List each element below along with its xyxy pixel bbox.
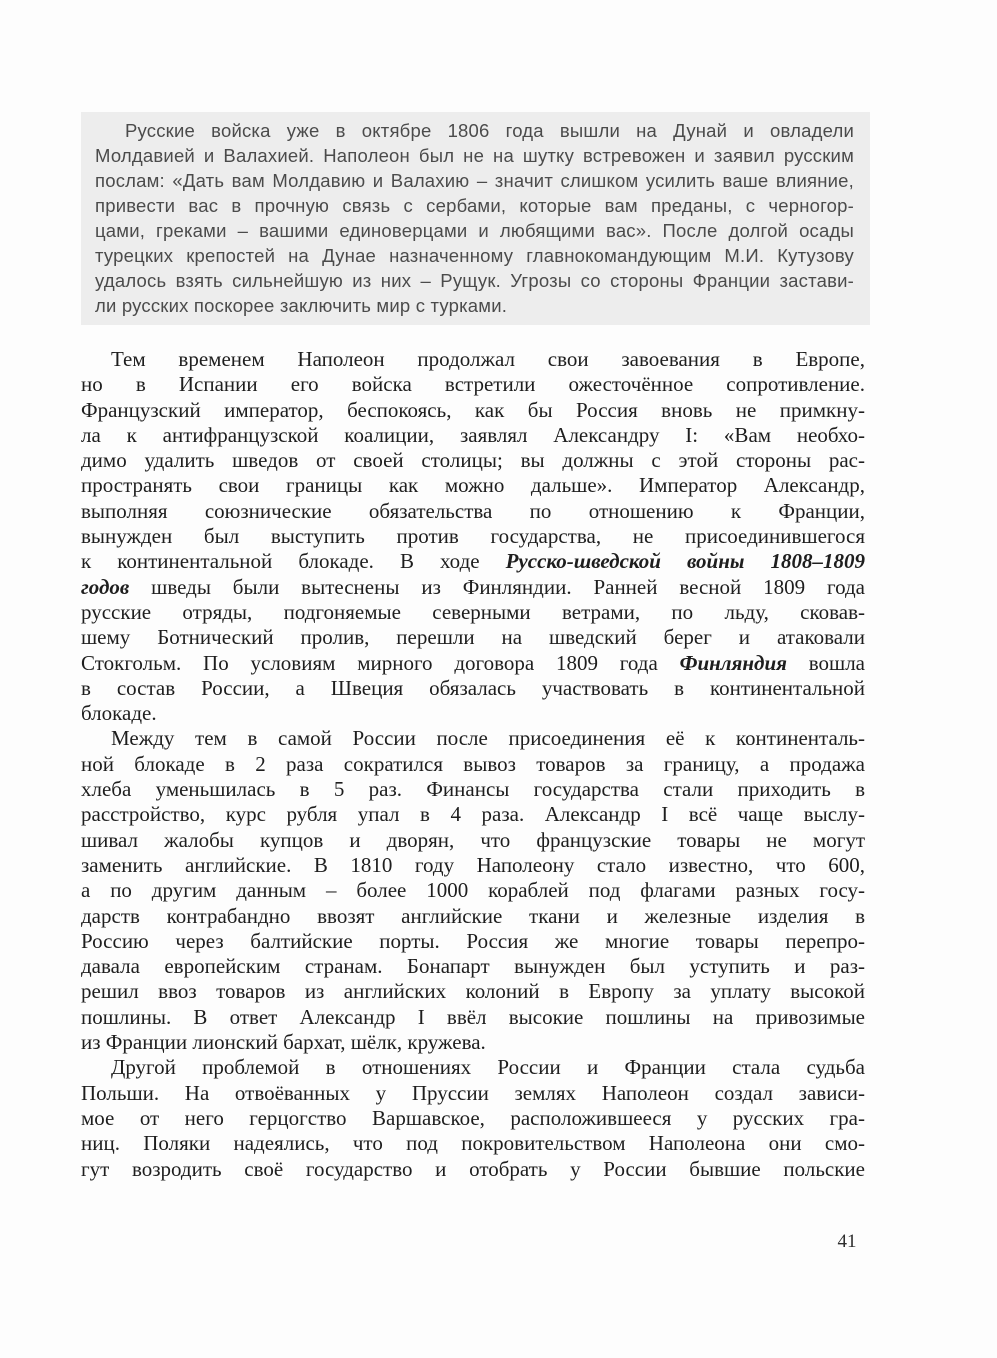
text-segment: давала европейским странам. Бонапарт вынужден был уступить и раз-	[81, 954, 865, 979]
text-segment: гут возродить своё государство и отобрать у России бывшие польские	[81, 1156, 865, 1181]
text-segment: Другой проблемой в отношениях России и Франции стала судьба	[111, 1055, 865, 1080]
text-segment: но в Испании его войска встретили ожесточённое сопротивление.	[81, 372, 865, 397]
text-segment: а по другим данным – более 1000 кораблей под флагами разных госу-	[81, 878, 865, 903]
text-segment: привести вас в прочную связь с сербами, которые вам преданы, с черногор-	[95, 195, 854, 216]
text-segment: цами, греками – вашими единоверцами и любящими вас». После долгой осады	[95, 220, 854, 241]
text-segment: Французский император, беспокоясь, как бы Россия вновь не примкну-	[81, 397, 865, 422]
text-segment: шему Ботнический пролив, перешли на шведский берег и атаковали	[81, 625, 865, 650]
emphasized-text-segment: Русско-шведской войны 1808–1809	[505, 549, 865, 574]
text-segment: пространять свои границы как можно дальше». Император Александр,	[81, 473, 865, 498]
text-segment: шивал жалобы купцов и дворян, что французские товары не могут	[81, 827, 865, 852]
text-line	[81, 600, 865, 625]
text-segment: мое от него герцогство Варшавское, расположившееся у русских гра-	[81, 1105, 865, 1130]
text-line	[95, 168, 854, 193]
text-segment: шведы были вытеснены из Финляндии. Ранней весной 1809 года	[129, 574, 865, 599]
text-line	[81, 726, 865, 751]
text-line	[81, 1055, 865, 1080]
page-number: 41	[837, 1231, 857, 1252]
emphasized-text-segment: годов	[81, 574, 130, 599]
text-line	[81, 853, 865, 878]
text-segment: Тем временем Наполеон продолжал свои завоевания в Европе,	[111, 347, 865, 371]
text-segment: пошлины. В ответ Александр I ввёл высокие пошлины на привозимые	[81, 1004, 865, 1029]
text-line	[81, 828, 865, 853]
text-segment: хлеба уменьшилась в 5 раз. Финансы государства стали приходить в	[81, 777, 865, 802]
text-line	[81, 347, 865, 372]
text-segment: заменить английские. В 1810 году Наполеону стало известно, что 600,	[81, 852, 865, 877]
text-segment: послам: «Дать вам Молдавию и Валахию – значит слишком усилить ваше влияние,	[95, 170, 854, 191]
text-segment: турецких крепостей на Дунае назначенному главнокомандующим М.И. Кутузову	[95, 245, 854, 266]
text-segment: расстройство, курс рубля упал в 4 раза. Александр I всё чаще выслу-	[81, 802, 865, 827]
text-segment: ли русских поскорее заключить мир с турками.	[95, 295, 508, 316]
text-segment: вошла	[786, 650, 865, 675]
text-segment: в состав России, а Швеция обязалась участвовать в континентальной	[81, 675, 865, 700]
text-line	[81, 524, 865, 549]
text-line	[95, 218, 854, 243]
text-segment: Стокгольм. По условиям мирного договора 1809 года	[81, 650, 680, 675]
text-line	[95, 243, 854, 268]
text-segment: дарств контрабандно ввозят английские ткани и железные изделия в	[81, 903, 865, 928]
text-segment: димо удалить шведов от своей столицы; вы должны с этой стороны рас-	[81, 448, 865, 473]
text-line	[81, 1106, 865, 1131]
text-segment: решил ввоз товаров из английских колоний в Европу за уплату высокой	[81, 979, 865, 1004]
text-line	[81, 1081, 865, 1106]
text-line	[81, 448, 865, 473]
body-text	[81, 347, 865, 1182]
text-line	[81, 802, 865, 827]
text-segment: из Франции лионский бархат, шёлк, кружева.	[81, 1030, 486, 1055]
text-line	[95, 193, 854, 218]
emphasized-text-segment: Финляндия	[679, 650, 787, 675]
text-line	[81, 1131, 865, 1156]
text-segment: Россию через балтийские порты. Россия же многие товары перепро-	[81, 928, 865, 953]
text-segment: вынужден был выступить против государства, не присоединившегося	[81, 524, 865, 549]
text-line	[81, 372, 865, 397]
text-line	[81, 398, 865, 423]
text-segment: Польши. На отвоёванных у Пруссии землях Наполеон создал зависи-	[81, 1080, 865, 1105]
text-line	[81, 752, 865, 777]
text-segment: ла к антифранцузской коалиции, заявлял Александру I: «Вам необхо-	[81, 422, 865, 447]
text-line	[81, 499, 865, 524]
text-line	[81, 701, 865, 726]
text-segment: блокаде.	[81, 701, 157, 726]
text-line	[81, 1157, 865, 1182]
quote-box	[81, 112, 870, 325]
text-line	[81, 651, 865, 676]
text-segment: русские отряды, подгоняемые северными ветрами, по льду, сковав-	[81, 599, 865, 624]
text-line	[81, 904, 865, 929]
text-line	[81, 929, 865, 954]
text-segment: Русские войска уже в октябре 1806 года вышли на Дунай и овладели	[125, 120, 854, 141]
text-line	[95, 143, 854, 168]
text-segment: Молдавией и Валахией. Наполеон был не на шутку встревожен и заявил русским	[95, 145, 854, 166]
text-line	[95, 268, 854, 293]
text-line	[81, 954, 865, 979]
text-line	[81, 575, 865, 600]
text-segment: к континентальной блокаде. В ходе	[81, 549, 506, 574]
text-line	[95, 293, 854, 318]
text-segment: ной блокаде в 2 раза сократился вывоз товаров за границу, а продажа	[81, 751, 865, 776]
text-line	[81, 777, 865, 802]
text-line	[81, 423, 865, 448]
text-line	[81, 1005, 865, 1030]
text-line	[81, 676, 865, 701]
text-segment: выполняя союзнические обязательства по отношению к Франции,	[81, 498, 865, 523]
text-line	[81, 979, 865, 1004]
text-line	[81, 473, 865, 498]
text-segment: ниц. Поляки надеялись, что под покровительством Наполеона они смо-	[81, 1131, 865, 1156]
text-segment: Между тем в самой России после присоединения её к континенталь-	[111, 726, 865, 751]
text-line	[81, 878, 865, 903]
text-line	[81, 549, 865, 574]
text-line	[95, 118, 854, 143]
text-line	[81, 1030, 865, 1055]
text-line	[81, 625, 865, 650]
text-segment: удалось взять сильнейшую из них – Рущук. Угрозы со стороны Франции застави-	[95, 270, 854, 291]
